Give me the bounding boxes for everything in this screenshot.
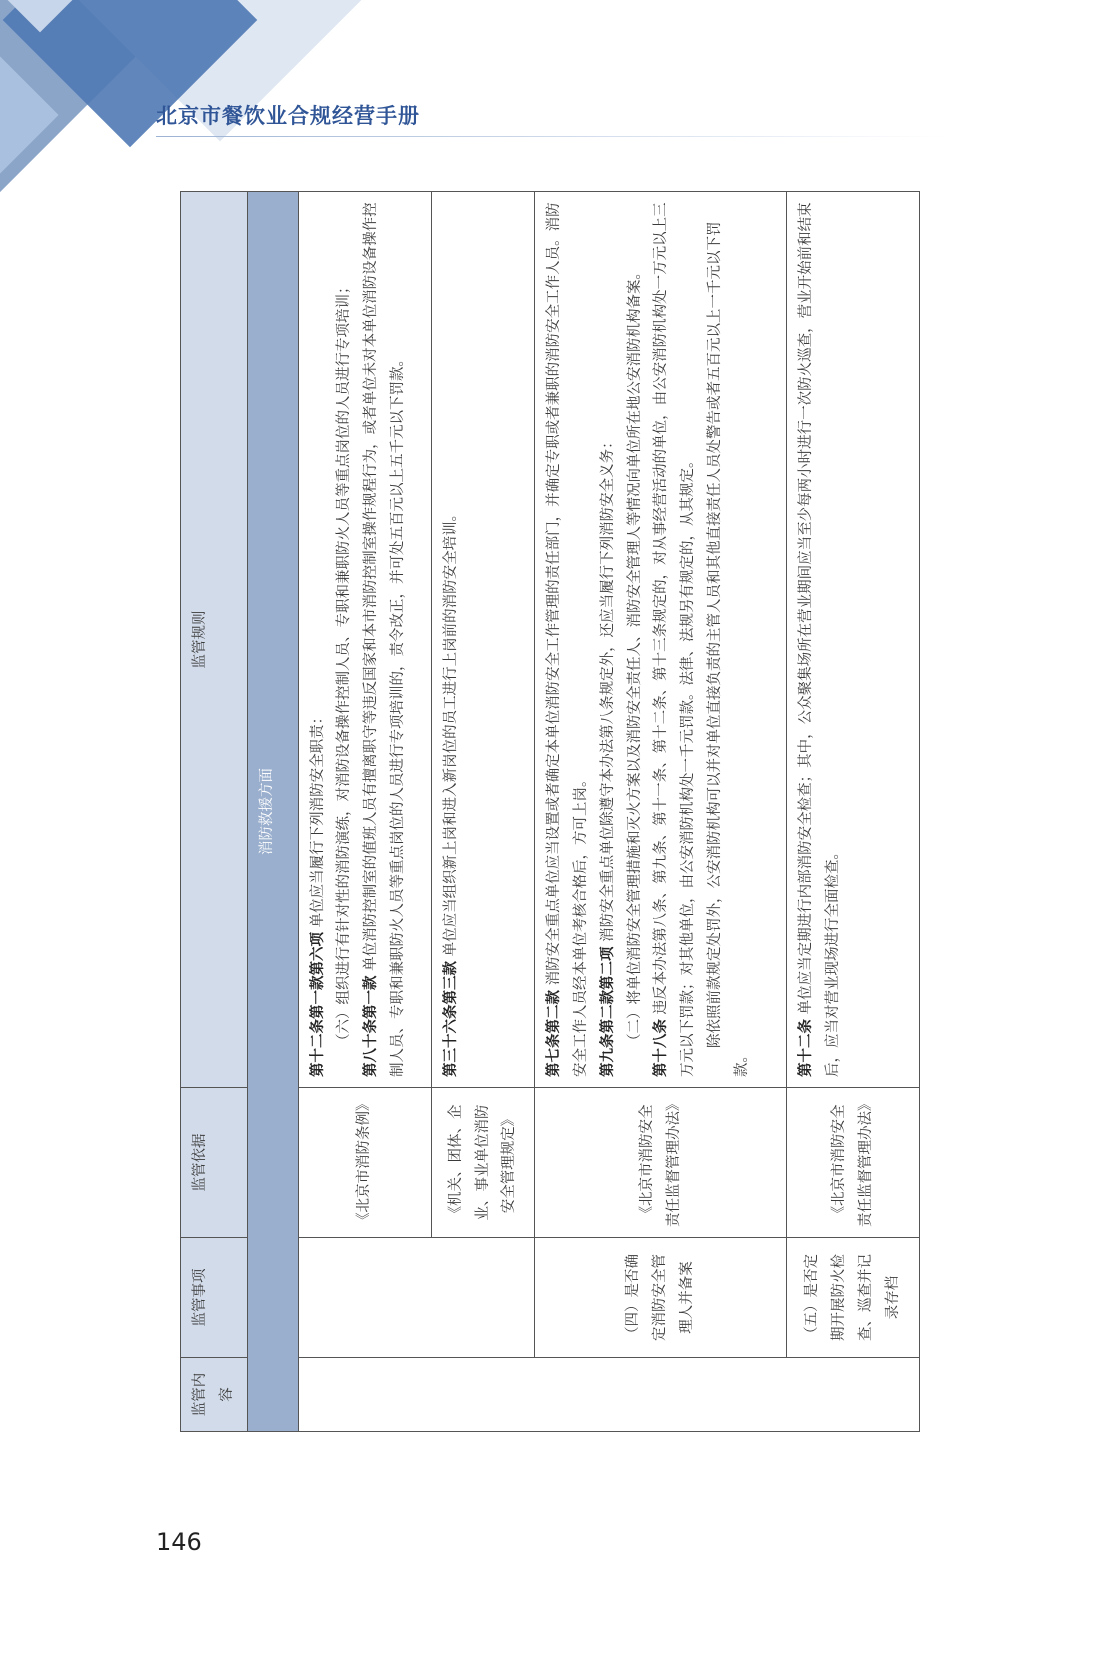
section-row	[247, 192, 298, 1432]
item-cell	[298, 1238, 534, 1358]
table-row	[535, 192, 787, 1432]
table-row	[298, 192, 431, 1432]
item-cell: （四）是否确定消防安全管理人并备案	[535, 1238, 787, 1358]
basis-cell: 《北京市消防条例》	[298, 1088, 431, 1238]
rule-paragraph: 第八十条第一款 单位消防控制室的值班人员有擅离职守等违反国家和本市消防控制室操作规程行为，或者单位未对本单位消防设备操作控制人员、专职和兼职防火人员等重点岗位的人员进行专项培训的，责令改正，并可处五百元以上五千元以下罚款。	[363, 202, 407, 1077]
page-number: 146	[156, 1528, 202, 1556]
rules-cell	[535, 192, 787, 1088]
rule-paragraph: 第十二条第一款第六项 单位应当履行下列消防安全职责：	[309, 709, 326, 1077]
col-header-item: 监管事项	[181, 1238, 248, 1358]
rule-paragraph: 除依照前款规定处罚外，公安消防机构可以并对单位直接负责的主管人员和其他直接责任人员处警告或者五百元以上一千元以下罚款。	[706, 221, 750, 1077]
basis-cell: 《北京市消防安全责任监督管理办法》	[786, 1088, 919, 1238]
col-header-content: 监管内容	[181, 1358, 248, 1432]
section-title: 消防救援方面	[247, 192, 298, 1432]
header-divider	[156, 136, 946, 137]
col-header-basis: 监管依据	[181, 1088, 248, 1238]
rule-paragraph: 第十二条 单位应当定期进行内部消防安全检查；其中，公众聚集场所在营业期间应当至少每两小时进行一次防火巡查，营业开始前和结束后，应当对营业现场进行全面检查。	[797, 202, 841, 1077]
rule-paragraph: 第三十六条第三款 单位应当组织新上岗和进入新岗位的员工进行上岗前的消防安全培训。	[442, 506, 459, 1077]
rule-paragraph: 第九条第二款第二项 消防安全重点单位除遵守本办法第八条规定外，还应当履行下列消防安全义务：	[599, 434, 616, 1077]
rules-cell	[431, 192, 534, 1088]
content-cell	[298, 1358, 919, 1432]
rule-paragraph: （二）将单位消防安全管理措施和灭火方案以及消防安全责任人、消防安全管理人等情况向单位所在地公安消防机构备案。	[626, 265, 643, 1048]
rules-cell	[298, 192, 431, 1088]
table-header-row	[181, 192, 248, 1432]
rule-paragraph: 第七条第二款 消防安全重点单位应当设置或者确定本单位消防安全工作管理的责任部门，并确定专职或者兼职的消防安全工作人员。消防安全工作人员经本单位考核合格后，方可上岗。	[546, 202, 589, 1077]
table-row	[786, 192, 919, 1432]
col-header-rules: 监管规则	[181, 192, 248, 1088]
rule-paragraph: （六）组织进行有针对性的消防演练，对消防设备操作控制人员、专职和兼职防火人员等重点岗位的人员进行专项培训；	[336, 279, 353, 1048]
rotated-table-container	[180, 192, 920, 1432]
rule-paragraph: 第十八条 违反本办法第八条、第九条、第十一条、第十二条、第十三条规定的，对从事经营活动的单位，由公安消防机构处一万元以上三万元以下罚款；对其他单位，由公安消防机构处一千元罚款。法律、法规另有规定的，从其规定。	[653, 202, 697, 1077]
basis-cell: 《北京市消防安全责任监督管理办法》	[535, 1088, 787, 1238]
item-cell: （五）是否定期开展防火检查、巡查并记录存档	[786, 1238, 919, 1358]
rules-cell	[786, 192, 919, 1088]
regulation-table	[180, 191, 920, 1432]
basis-cell: 《机关、团体、企业、事业单位消防安全管理规定》	[431, 1088, 534, 1238]
page-header-title: 北京市餐饮业合规经营手册	[156, 104, 420, 128]
